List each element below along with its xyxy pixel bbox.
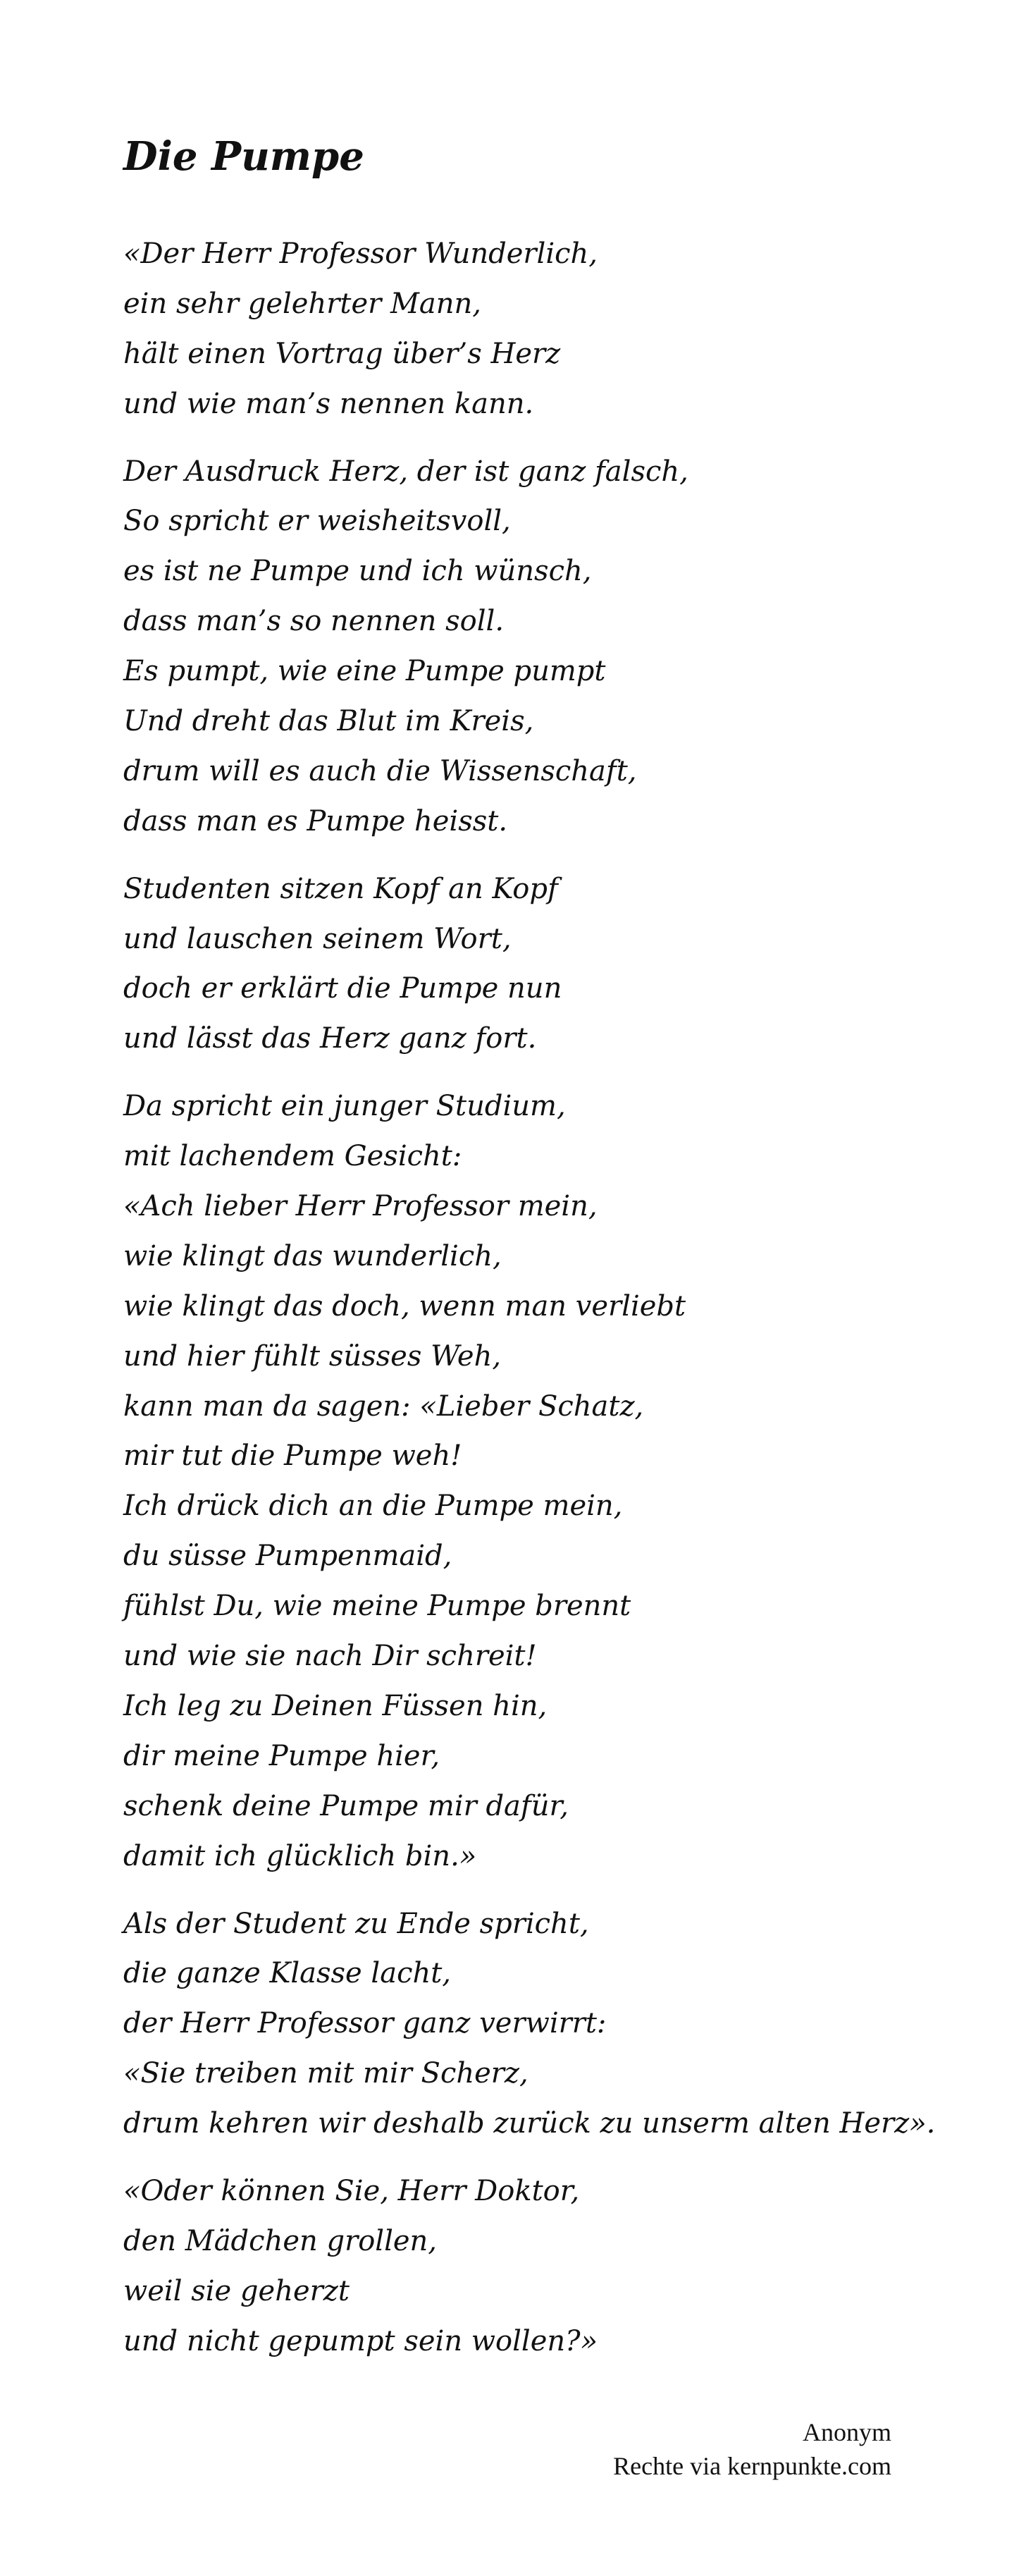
- poem-line: «Sie treiben mit mir Scherz,: [123, 2057, 529, 2090]
- poem-line: hält einen Vortrag über’s Herz: [123, 337, 561, 370]
- poem-line: und wie sie nach Dir schreit!: [123, 1640, 537, 1673]
- stanza: [123, 1081, 955, 1881]
- poem-line: «Der Herr Professor Wunderlich,: [123, 238, 598, 270]
- poem-line: fühlst Du, wie meine Pumpe brennt: [123, 1590, 631, 1623]
- poem-line: mir tut die Pumpe weh!: [123, 1440, 462, 1473]
- poem-line: «Ach lieber Herr Professor mein,: [123, 1190, 598, 1223]
- poem-line: Ich leg zu Deinen Füssen hin,: [123, 1689, 548, 1722]
- poem-line: doch er erklärt die Pumpe nun: [123, 972, 562, 1005]
- poem-line: und lässt das Herz ganz fort.: [123, 1022, 537, 1055]
- poem-line: Es pumpt, wie eine Pumpe pumpt: [123, 655, 606, 688]
- poem-line: weil sie geherzt: [123, 2274, 350, 2307]
- poem-line: der Herr Professor ganz verwirrt:: [123, 2007, 607, 2040]
- poem-line: Der Ausdruck Herz, der ist ganz falsch,: [123, 455, 688, 488]
- poem-line: dass man es Pumpe heisst.: [123, 804, 508, 838]
- poem-line: damit ich glücklich bin.»: [123, 1839, 477, 1872]
- poem-line: und lauschen seinem Wort,: [123, 922, 512, 955]
- poem-line: Als der Student zu Ende spricht,: [123, 1907, 589, 1940]
- poem-line: und nicht gepumpt sein wollen?»: [123, 2324, 598, 2357]
- poem-line: «Oder können Sie, Herr Doktor,: [123, 2174, 580, 2207]
- poem-line: es ist ne Pumpe und ich wünsch,: [123, 555, 592, 588]
- poem-line: So spricht er weisheitsvoll,: [123, 505, 511, 538]
- stanza: [123, 229, 955, 429]
- stanza: [123, 1899, 955, 2149]
- credits: [613, 2415, 891, 2483]
- rights-credit: Rechte via kernpunkte.com: [613, 2452, 891, 2480]
- poem-line: wie klingt das wunderlich,: [123, 1239, 502, 1272]
- poem-line: du süsse Pumpenmaid,: [123, 1540, 452, 1573]
- poem-line: und hier fühlt süsses Weh,: [123, 1339, 502, 1373]
- poem-line: Da spricht ein junger Studium,: [123, 1090, 566, 1123]
- poem-line: schenk deine Pumpe mir dafür,: [123, 1789, 569, 1822]
- poem-line: wie klingt das doch, wenn man verliebt: [123, 1289, 686, 1323]
- poem-line: mit lachendem Gesicht:: [123, 1140, 462, 1173]
- poem-line: ein sehr gelehrter Mann,: [123, 287, 481, 320]
- stanza: [123, 2166, 955, 2367]
- poem-title: Die Pumpe: [123, 133, 364, 180]
- poem-line: dass man’s so nennen soll.: [123, 605, 505, 638]
- author-credit: Anonym: [803, 2418, 891, 2446]
- poem-line: Ich drück dich an die Pumpe mein,: [123, 1490, 623, 1523]
- poem-line: drum will es auch die Wissenschaft,: [123, 754, 637, 787]
- stanza: [123, 864, 955, 1065]
- poem-line: drum kehren wir deshalb zurück zu unserm alten Herz».: [123, 2107, 936, 2140]
- poem-line: Und dreht das Blut im Kreis,: [123, 705, 534, 738]
- poem-line: Studenten sitzen Kopf an Kopf: [123, 872, 558, 905]
- poem-line: kann man da sagen: «Lieber Schatz,: [123, 1390, 644, 1423]
- poem-line: den Mädchen grollen,: [123, 2224, 438, 2257]
- poem-line: dir meine Pumpe hier,: [123, 1739, 440, 1772]
- stanza: [123, 447, 955, 847]
- poem-body: [123, 229, 955, 2384]
- poem-line: und wie man’s nennen kann.: [123, 387, 534, 420]
- poem-line: die ganze Klasse lacht,: [123, 1957, 452, 1990]
